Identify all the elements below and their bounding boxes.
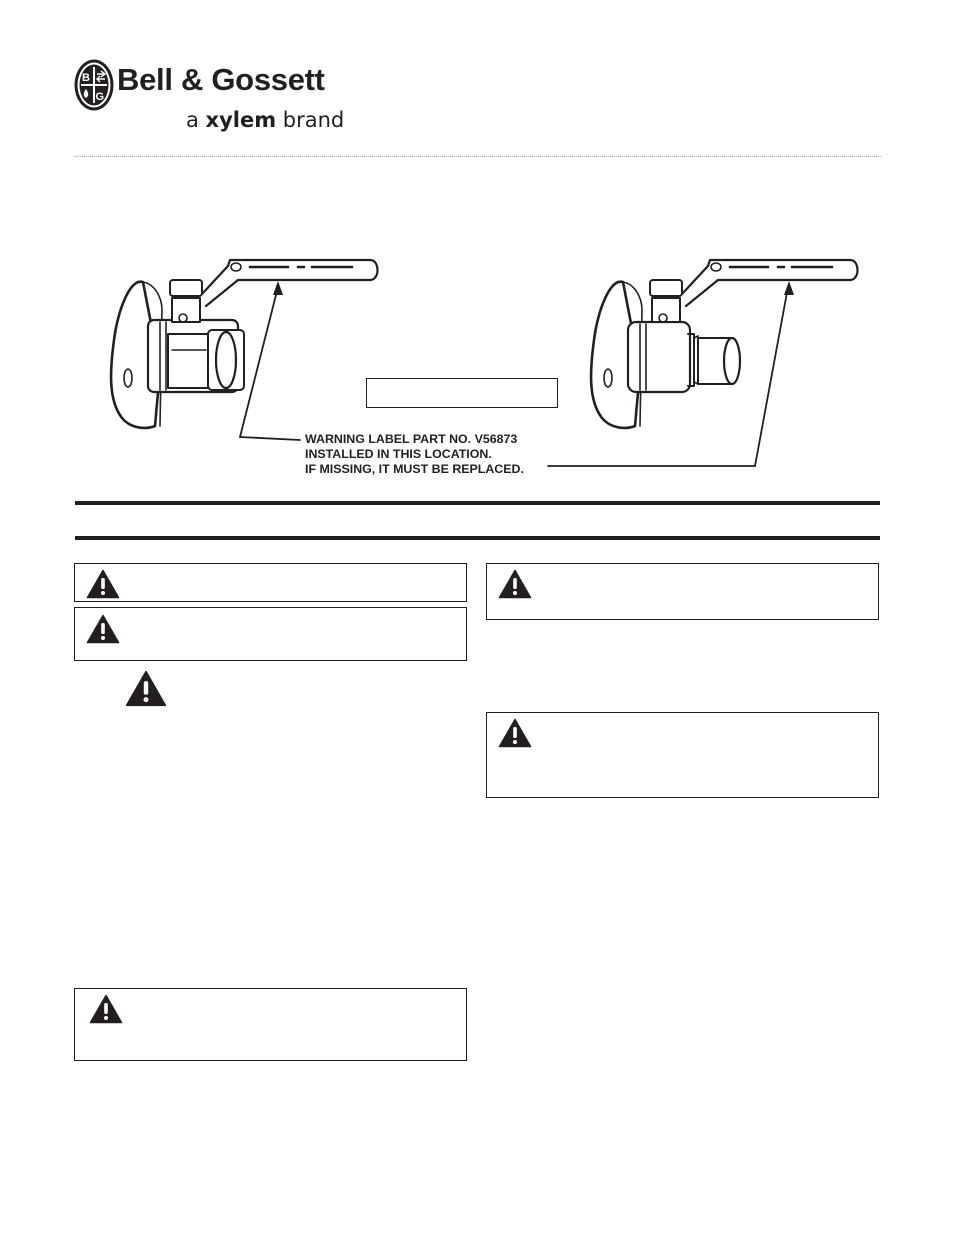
badge-letter-b: B [82,72,90,84]
threaded-valve-drawing [111,260,377,428]
caution-box [74,988,467,1061]
callout-line: INSTALLED IN THIS LOCATION. [305,447,492,461]
section-rule-top [75,501,880,505]
tagline-prefix: a [186,108,206,132]
header-divider [75,156,881,157]
tagline-suffix: brand [276,108,345,132]
warning-triangle-icon [498,569,532,599]
brand-name: Bell & Gossett [117,62,325,97]
warning-triangle-icon [125,670,167,707]
warning-triangle-icon [86,614,120,644]
callout-line: WARNING LABEL PART NO. V56873 [305,432,518,446]
tagline-xylem: xylem [205,108,277,132]
warning-box-right [486,563,879,620]
brand-tagline [186,110,344,131]
callout-line: IF MISSING, IT MUST BE REPLACED. [305,462,524,476]
badge-letter-g: G [95,91,105,103]
section-rule-bottom [75,536,880,540]
sweat-valve-drawing [591,260,857,428]
danger-box [74,563,467,602]
brand-badge-icon [73,58,115,112]
warning-triangle-icon [89,994,123,1024]
warning-box [74,607,467,661]
label-box [366,378,558,408]
warning-label-callout [305,432,524,477]
warning-triangle-icon [498,718,532,748]
caution-box-right [486,712,879,798]
warning-triangle-icon [86,569,120,599]
